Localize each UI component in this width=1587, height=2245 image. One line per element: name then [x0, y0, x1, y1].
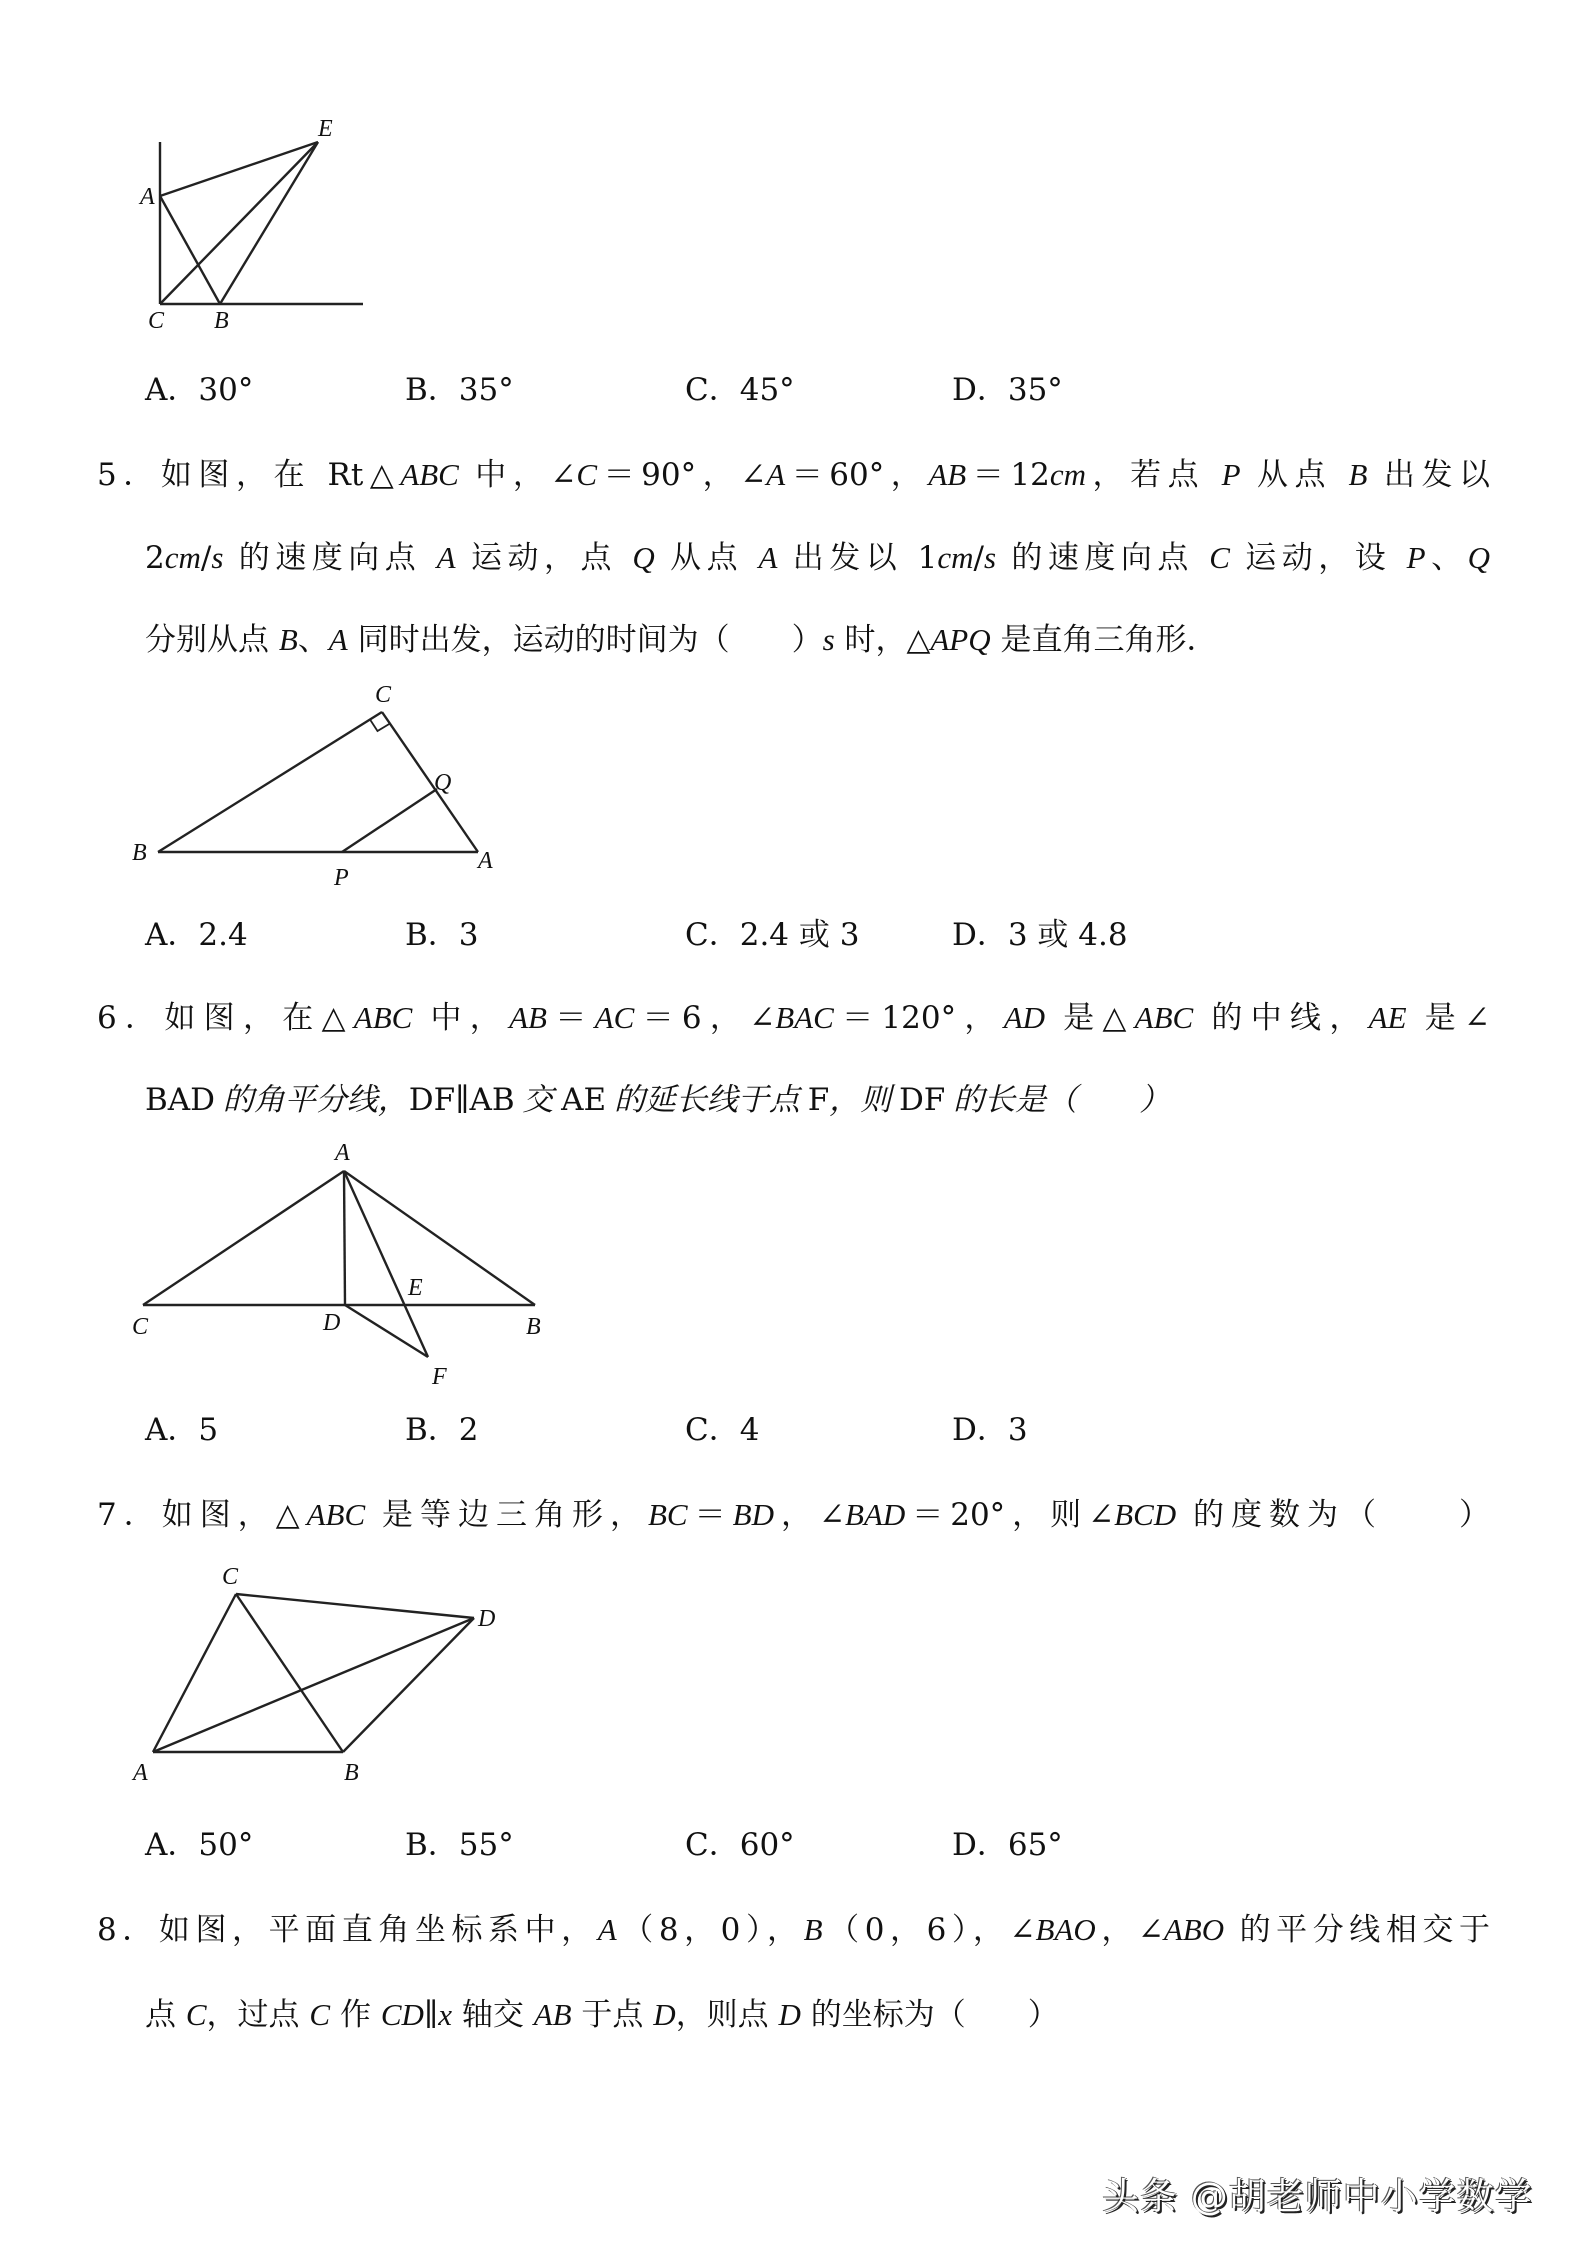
q6-option-c: [685, 1410, 759, 1450]
math-variable: A: [758, 540, 778, 575]
question-number: 6．: [97, 1000, 165, 1036]
q7-segment-CB: [236, 1594, 343, 1752]
text-segment: 的速度向点: [223, 540, 437, 576]
text-segment: F: [807, 1082, 830, 1118]
text-segment: 如图，平面直角坐标系中，: [158, 1912, 598, 1948]
q7-options: [145, 1825, 1445, 1865]
math-variable: A: [766, 457, 786, 492]
text-segment: 作: [330, 1997, 381, 2033]
text-segment: 是∠: [1406, 1000, 1490, 1036]
q5-line-1: [97, 455, 1490, 495]
q5-label-C: C: [375, 682, 392, 708]
math-variable: BCD: [1114, 1497, 1177, 1532]
math-variable: Q: [1467, 540, 1491, 575]
text-segment: /: [200, 540, 212, 576]
text-segment: ＝60°，: [785, 457, 929, 493]
q4-figure: [138, 116, 363, 334]
q6-label-C: C: [132, 1314, 149, 1340]
q6-option-b: [405, 1410, 479, 1450]
q8-line-2: [145, 1995, 1490, 2035]
text-segment: 时，△: [834, 622, 931, 658]
math-variable: AC: [594, 1000, 635, 1035]
option-letter: A．: [145, 372, 199, 408]
text-segment: 、: [1425, 540, 1468, 576]
text-segment: ＝120°，: [833, 1000, 1004, 1036]
math-variable: ABC: [1134, 1000, 1194, 1035]
option-letter: D．: [952, 372, 1008, 408]
math-variable: cm: [1049, 457, 1086, 492]
text-segment: 出发以: [1367, 457, 1491, 493]
watermark: 头条 @胡老师中小学数学: [1102, 2175, 1533, 2218]
q6-segment-AF: [344, 1171, 428, 1357]
option-value: 30°: [198, 372, 254, 408]
math-variable: cm: [937, 540, 974, 575]
option-value: 65°: [1007, 1827, 1063, 1863]
text-segment: DF: [898, 1082, 946, 1118]
option-value: 60°: [739, 1827, 795, 1863]
math-variable: A: [328, 622, 348, 657]
q7-label-B: B: [344, 1760, 359, 1786]
text-segment: ＝: [547, 1000, 595, 1036]
text-segment: 的度数为（ ）: [1176, 1497, 1491, 1533]
q4-option-b: [405, 370, 514, 410]
math-variable: C: [1209, 540, 1230, 575]
math-variable: BAO: [1035, 1912, 1096, 1947]
text-segment: BAD: [145, 1082, 216, 1118]
q5-segment-BC: [158, 712, 382, 852]
math-variable: B: [278, 622, 298, 657]
option-value: 5: [198, 1412, 219, 1448]
math-variable: ABC: [353, 1000, 413, 1035]
math-variable: s: [983, 540, 997, 575]
text-segment: ∥: [423, 1997, 439, 2033]
math-variable: ，则: [829, 1082, 899, 1117]
text-segment: 如图，在△: [164, 1000, 354, 1036]
q7-label-C: C: [222, 1564, 239, 1590]
q6-option-d: [952, 1410, 1028, 1450]
q4-option-d: [952, 370, 1063, 410]
text-segment: 中，: [412, 1000, 510, 1036]
math-variable: 交: [514, 1082, 562, 1117]
q6-figure: [132, 1140, 541, 1390]
q7-figure: [131, 1564, 495, 1786]
text-segment: AB: [469, 1082, 515, 1118]
q4-option-c: [685, 370, 795, 410]
text-segment: 点: [145, 1997, 186, 2033]
q7-option-a: [145, 1825, 253, 1865]
q7-option-c: [685, 1825, 795, 1865]
text-segment: ＝90°，∠: [597, 457, 767, 493]
text-segment: （0，6），∠: [822, 1912, 1036, 1948]
text-segment: 出发以 1: [777, 540, 938, 576]
question-number: 7．: [97, 1497, 162, 1533]
option-value: 2.4 或 3: [739, 917, 860, 953]
option-letter: B．: [405, 372, 459, 408]
q4-segment-AB: [160, 196, 220, 304]
q7-line-1: [97, 1495, 1490, 1535]
q6-label-E: E: [408, 1275, 423, 1301]
option-letter: A．: [145, 1827, 199, 1863]
option-value: 55°: [458, 1827, 514, 1863]
option-value: 4: [739, 1412, 760, 1448]
option-letter: C．: [685, 1827, 740, 1863]
q6-option-a: [145, 1410, 218, 1450]
q4-label-E: E: [318, 116, 333, 142]
option-letter: A．: [145, 1412, 199, 1448]
math-variable: CD: [380, 1997, 424, 2032]
math-variable: AD: [1003, 1000, 1046, 1035]
q5-option-d: [952, 915, 1128, 955]
text-segment: 从点: [1240, 457, 1349, 493]
option-value: 50°: [198, 1827, 254, 1863]
text-segment: （8，0），: [616, 1912, 804, 1948]
math-variable: D: [653, 1997, 676, 2032]
text-segment: 轴交: [451, 1997, 534, 2033]
text-segment: 同时出发，运动的时间为（ ）: [347, 622, 823, 658]
math-variable: BAC: [775, 1000, 834, 1035]
text-segment: /: [973, 540, 984, 576]
option-value: 3: [1007, 1412, 1028, 1448]
text-segment: ＝6，∠: [634, 1000, 776, 1036]
q6-label-F: F: [432, 1364, 447, 1390]
text-segment: ，则点: [675, 1997, 779, 2033]
option-letter: C．: [685, 917, 740, 953]
q7-label-A: A: [133, 1760, 148, 1786]
q4-label-A: A: [140, 184, 155, 210]
q5-segment-CA: [382, 712, 478, 852]
text-segment: 是△: [1045, 1000, 1135, 1036]
text-segment: 的坐标为（ ）: [800, 1997, 1059, 2033]
option-letter: B．: [405, 917, 459, 953]
q6-line-2: [145, 1080, 1490, 1120]
q6-segment-DF: [345, 1305, 428, 1357]
text-segment: 是等边三角形，: [365, 1497, 648, 1533]
q7-segment-AC: [153, 1594, 236, 1752]
text-segment: 是直角三角形．: [990, 622, 1218, 658]
text-segment: 如图，在 Rt△: [160, 457, 401, 493]
math-variable: BC: [648, 1497, 688, 1532]
q5-label-P: P: [334, 865, 349, 891]
text-segment: ，若点: [1085, 457, 1222, 493]
option-value: 2.4: [198, 917, 248, 953]
q6-segment-AC: [143, 1171, 344, 1305]
q7-option-d: [952, 1825, 1063, 1865]
text-segment: 如图，△: [161, 1497, 307, 1533]
text-segment: ，过点: [206, 1997, 310, 2033]
q4-option-a: [145, 370, 253, 410]
option-letter: C．: [685, 372, 740, 408]
q5-segment-PQ: [342, 789, 437, 852]
q4-segment-CE: [160, 142, 318, 304]
math-variable: Q: [632, 540, 655, 575]
option-value: 35°: [1007, 372, 1063, 408]
text-segment: 分别从点: [145, 622, 279, 658]
math-variable: ABC: [400, 457, 459, 492]
text-segment: 中，∠: [458, 457, 577, 493]
math-variable: C: [576, 457, 598, 492]
option-value: 45°: [739, 372, 795, 408]
math-variable: x: [438, 1997, 452, 2032]
text-segment: 的速度向点: [996, 540, 1210, 576]
math-variable: P: [1406, 540, 1426, 575]
q5-options: [145, 915, 1445, 955]
q4-label-B: B: [214, 308, 229, 334]
q6-segment-AB: [344, 1171, 535, 1305]
q7-segment-CD: [236, 1594, 474, 1618]
text-segment: DF: [408, 1082, 456, 1118]
text-segment: ，∠: [1095, 1912, 1164, 1948]
math-variable: C: [309, 1997, 331, 2032]
question-number: 8．: [97, 1912, 159, 1948]
math-variable: cm: [164, 540, 201, 575]
math-variable: 的长是（ ）: [945, 1082, 1171, 1117]
math-variable: s: [822, 622, 835, 657]
question-number: 5．: [97, 457, 161, 493]
q6-options: [145, 1410, 1445, 1450]
q4-segment-AE: [160, 142, 318, 196]
text-segment: ＝20°，则∠: [905, 1497, 1115, 1533]
text-segment: ＝: [687, 1497, 733, 1533]
math-variable: 的角平分线，: [215, 1082, 409, 1117]
math-variable: A: [597, 1912, 617, 1947]
math-variable: C: [185, 1997, 207, 2032]
math-variable: APQ: [930, 622, 991, 657]
math-variable: BD: [732, 1497, 774, 1532]
math-variable: A: [436, 540, 456, 575]
math-variable: 的延长线于点: [606, 1082, 808, 1117]
text-segment: 从点: [654, 540, 759, 576]
option-letter: B．: [405, 1827, 459, 1863]
q4-options: [145, 370, 1445, 410]
q5-label-Q: Q: [434, 770, 452, 796]
math-variable: AE: [1368, 1000, 1407, 1035]
option-letter: D．: [952, 1827, 1008, 1863]
math-variable: s: [211, 540, 224, 575]
math-variable: ABO: [1163, 1912, 1225, 1947]
option-value: 2: [458, 1412, 479, 1448]
text-segment: AE: [561, 1082, 607, 1118]
text-segment: 的平分线相交于: [1224, 1912, 1490, 1948]
text-segment: ＝12: [966, 457, 1050, 493]
math-variable: B: [803, 1912, 823, 1947]
q7-segment-AD: [153, 1618, 474, 1752]
text-segment: ，∠: [773, 1497, 845, 1533]
math-variable: B: [1348, 457, 1368, 492]
q5-line-2: [145, 538, 1490, 578]
q6-label-D: D: [323, 1310, 341, 1336]
q5-line-3: [145, 620, 1490, 660]
q7-segment-BD: [343, 1618, 474, 1752]
math-variable: AB: [533, 1997, 572, 2032]
q5-option-a: [145, 915, 248, 955]
q7-label-D: D: [478, 1606, 496, 1632]
q7-option-b: [405, 1825, 514, 1865]
math-variable: BAD: [844, 1497, 906, 1532]
option-value: 3 或 4.8: [1007, 917, 1128, 953]
text-segment: 于点: [571, 1997, 654, 2033]
q5-option-c: [685, 915, 859, 955]
text-segment: 的中线，: [1193, 1000, 1369, 1036]
q6-label-B: B: [526, 1314, 541, 1340]
option-letter: D．: [952, 1412, 1008, 1448]
option-letter: B．: [405, 1412, 459, 1448]
math-variable: AB: [928, 457, 967, 492]
math-variable: ∥: [455, 1082, 470, 1117]
math-variable: AB: [509, 1000, 547, 1035]
q4-segment-BE: [220, 142, 318, 304]
q5-label-A: A: [478, 848, 493, 874]
q6-line-1: [97, 998, 1490, 1038]
text-segment: 2: [145, 540, 165, 576]
option-letter: A．: [145, 917, 199, 953]
q6-segment-AD: [344, 1171, 345, 1305]
q6-label-A: A: [335, 1140, 350, 1166]
option-letter: C．: [685, 1412, 740, 1448]
math-variable: ABC: [306, 1497, 366, 1532]
math-variable: P: [1221, 457, 1241, 492]
text-segment: 运动，设: [1229, 540, 1407, 576]
text-segment: 运动，点: [455, 540, 633, 576]
text-segment: 、: [297, 622, 329, 658]
q5-label-B: B: [132, 840, 147, 866]
q5-right-angle-mark: [370, 720, 390, 732]
q8-line-1: [97, 1910, 1490, 1950]
math-variable: D: [778, 1997, 801, 2032]
q5-option-b: [405, 915, 479, 955]
q4-label-C: C: [148, 308, 165, 334]
option-value: 35°: [458, 372, 514, 408]
q5-figure: [132, 682, 493, 891]
option-letter: D．: [952, 917, 1008, 953]
option-value: 3: [458, 917, 479, 953]
